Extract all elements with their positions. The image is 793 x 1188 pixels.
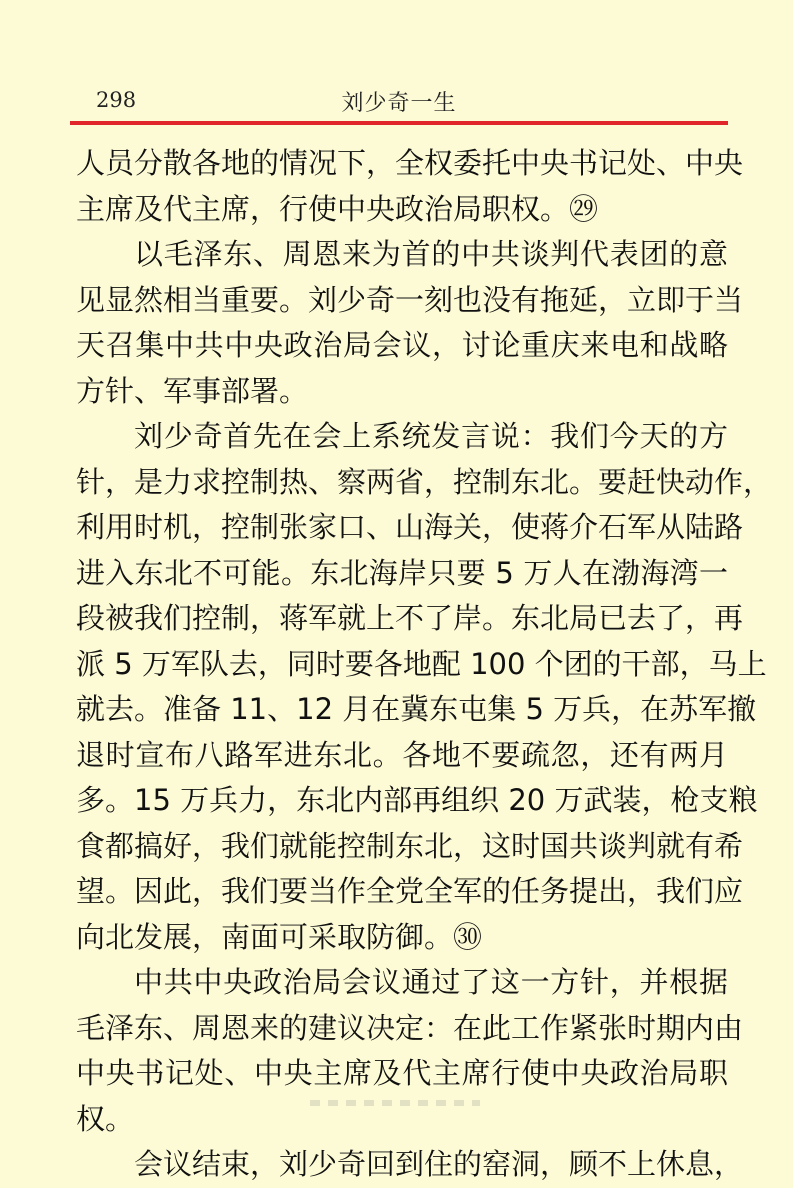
running-title: 刘少奇一生	[341, 91, 457, 116]
text-line: 退时宣布八路军进东北。各地不要疏忽，还有两月	[76, 737, 728, 772]
header-rule	[70, 121, 728, 125]
text-line: 主席及代主席，行使中央政治局职权。㉙	[76, 191, 599, 226]
paragraph-start-line: 以毛泽东、周恩来为首的中共谈判代表团的意	[134, 237, 728, 271]
text-line: 方针、军事部署。	[76, 373, 309, 408]
text-line: 多。15 万兵力，东北内部再组织 20 万武装，枪支粮	[76, 783, 758, 817]
text-line: 针，是力求控制热、察两省，控制东北。要赶快动作，	[76, 464, 773, 499]
page-number: 298	[96, 88, 137, 112]
bottom-edge-smudge	[310, 1100, 480, 1106]
text-line: 向北发展，南面可采取防御。㉚	[76, 919, 483, 954]
text-line: 权。	[76, 1101, 135, 1136]
text-line: 段被我们控制，蒋军就上不了岸。东北局已去了，再	[76, 601, 744, 635]
text-line: 毛泽东、周恩来的建议决定：在此工作紧张时期内由	[76, 1010, 744, 1045]
text-line: 中央书记处、中央主席及代主席行使中央政治局职	[76, 1056, 728, 1090]
text-line: 食都搞好，我们就能控制东北，这时国共谈判就有希	[76, 828, 744, 863]
text-line: 天召集中共中央政治局会议，讨论重庆来电和战略	[76, 328, 728, 362]
page-header	[70, 78, 728, 118]
text-line: 望。因此，我们要当作全党全军的任务提出，我们应	[76, 874, 744, 908]
text-line: 利用时机，控制张家口、山海关，使蒋介石军从陆路	[76, 510, 744, 544]
text-line: 就去。准备 11、12 月在冀东屯集 5 万兵，在苏军撤	[76, 692, 757, 726]
paragraph-start-line: 会议结束，刘少奇回到住的窑洞，顾不上休息，	[134, 1147, 744, 1181]
text-line: 见显然相当重要。刘少奇一刻也没有拖延，立即于当	[76, 282, 744, 317]
text-line: 人员分散各地的情况下，全权委托中央书记处、中央	[76, 146, 744, 180]
paragraph-start-line: 中共中央政治局会议通过了这一方针，并根据	[134, 965, 728, 999]
body-text	[76, 141, 773, 1188]
text-line: 进入东北不可能。东北海岸只要 5 万人在渤海湾一	[76, 555, 728, 590]
paragraph-start-line: 刘少奇首先在会上系统发言说：我们今天的方	[134, 419, 728, 453]
text-line: 派 5 万军队去，同时要各地配 100 个团的干部，马上	[76, 646, 767, 681]
